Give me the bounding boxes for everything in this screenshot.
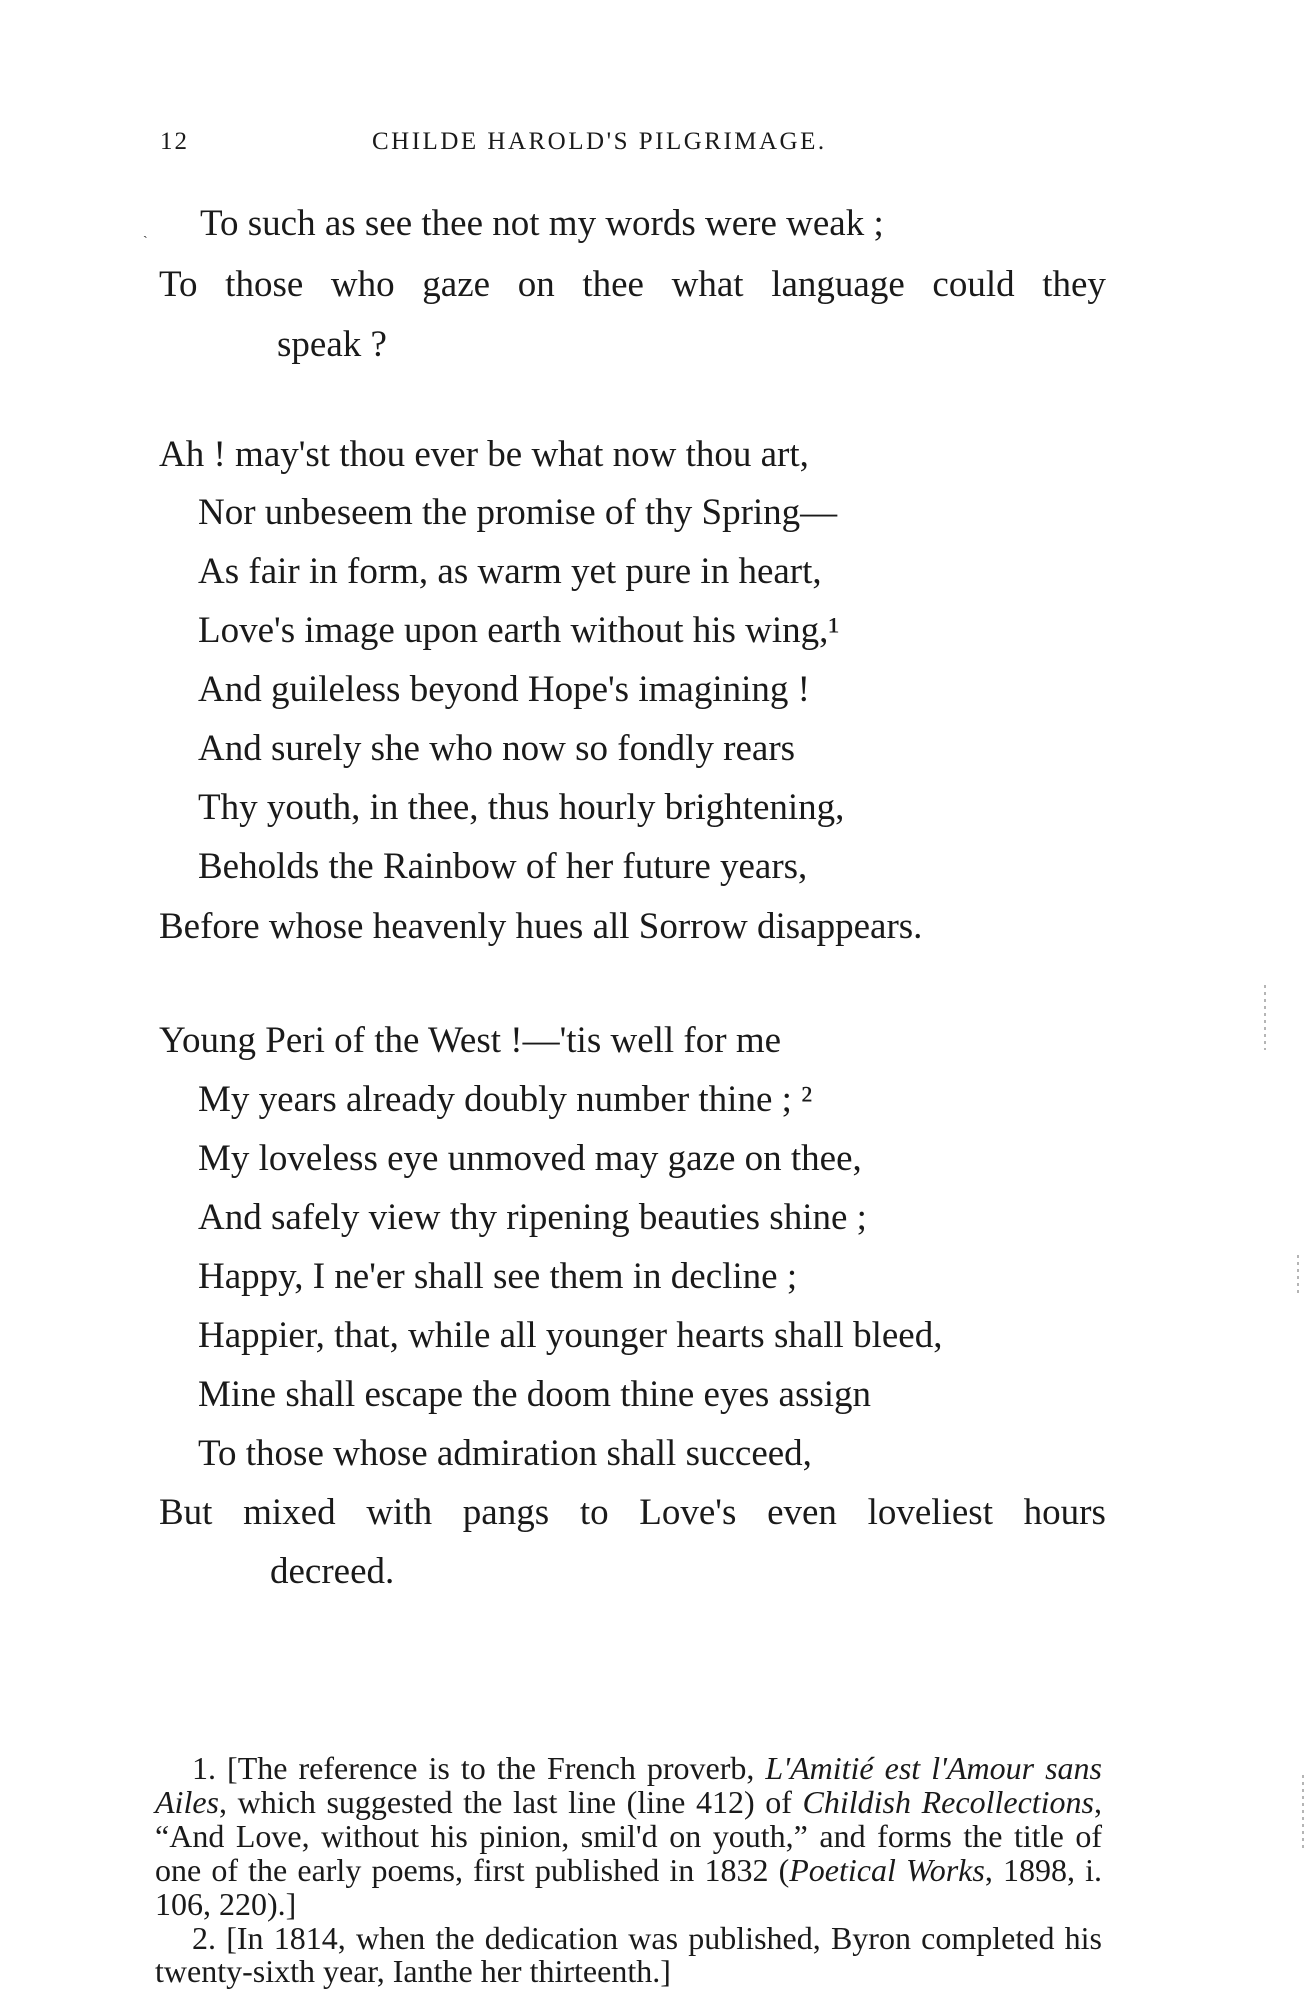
verse-word: thee [582, 264, 644, 305]
footnote-2: 2. [In 1814, when the dedication was published, Byron completed his twenty-sixth year, Ianthe her thirteenth.] [155, 1919, 1102, 1989]
footnote-1-proverb: L'Amitié est l'Amour sans Ailes [155, 1750, 1103, 1820]
verse-line-continuation: speak ? [277, 324, 387, 365]
verse-line: Nor unbeseem the promise of thy Spring— [198, 492, 838, 533]
verse-line: As fair in form, as warm yet pure in heart, [198, 551, 822, 592]
verse-word: To [159, 264, 198, 305]
verse-line: To such as see thee not my words were weak ; [200, 203, 884, 244]
footnote-1-text-b: , which suggested the last line (line 412) of [218, 1783, 803, 1820]
footnote-1-text-d: , 1898, i. 106, 220).] [155, 1851, 1103, 1922]
printer-mark: ˏ [143, 224, 148, 239]
verse-line: And surely she who now so fondly rears [198, 728, 796, 769]
verse-word: But [159, 1492, 213, 1533]
footnote-1-text-a: 1. [The reference is to the French proverb, [192, 1750, 766, 1786]
footnote-1-work-title: Poetical Works [789, 1851, 985, 1888]
verse-word: could [932, 264, 1015, 305]
verse-line: Happy, I ne'er shall see them in decline ; [198, 1256, 798, 1297]
verse-word: those [225, 264, 304, 305]
scan-artifact [1297, 1255, 1299, 1295]
verse-line: Mine shall escape the doom thine eyes assign [198, 1374, 872, 1415]
footnote-1-text-c: , “And Love, without his pinion, smil'd on youth,” and forms the title of one of the early poems, first published in 1832 ( [155, 1783, 1103, 1888]
verse-line: Thy youth, in thee, thus hourly brightening, [198, 787, 845, 828]
verse-line-justified [159, 1494, 1106, 1531]
verse-line: Young Peri of the West !—'tis well for me [159, 1020, 782, 1061]
footnote-1 [155, 1752, 1102, 1922]
verse-line: Love's image upon earth without his wing,¹ [198, 610, 840, 651]
verse-word: even [767, 1492, 837, 1533]
footnote-1-poem-title: Childish Recollections [802, 1783, 1095, 1820]
verse-word: gaze [422, 264, 491, 305]
verse-line-continuation: decreed. [270, 1551, 395, 1592]
verse-word: pangs [462, 1492, 550, 1533]
verse-word: loveliest [867, 1492, 993, 1533]
page-number: 12 [160, 128, 189, 155]
verse-word: hours [1023, 1492, 1106, 1533]
verse-line: Happier, that, while all younger hearts shall bleed, [198, 1315, 943, 1356]
verse-line-justified [159, 266, 1106, 303]
verse-word: mixed [243, 1492, 336, 1533]
verse-word: with [366, 1492, 433, 1533]
running-title: CHILDE HAROLD'S PILGRIMAGE. [372, 128, 827, 155]
scan-artifact [1264, 985, 1266, 1050]
verse-line: And safely view thy ripening beauties shine ; [198, 1197, 867, 1238]
footnotes [155, 1752, 1102, 1989]
verse-word: to [579, 1492, 609, 1533]
verse-line: My years already doubly number thine ; ² [198, 1079, 813, 1120]
verse-line: Before whose heavenly hues all Sorrow disappears. [159, 906, 923, 947]
verse-word: they [1042, 264, 1106, 305]
verse-line: To those whose admiration shall succeed, [198, 1433, 812, 1474]
verse-line: Ah ! may'st thou ever be what now thou art, [159, 434, 809, 475]
verse-line: My loveless eye unmoved may gaze on thee, [198, 1138, 862, 1179]
verse-word: what [671, 264, 744, 305]
verse-line: And guileless beyond Hope's imagining ! [198, 669, 810, 710]
scan-artifact [1302, 1775, 1304, 1850]
verse-word: Love's [639, 1492, 737, 1533]
verse-word: language [771, 264, 905, 305]
verse-line: Beholds the Rainbow of her future years, [198, 846, 808, 887]
verse-word: who [330, 264, 395, 305]
verse-word: on [517, 264, 555, 305]
